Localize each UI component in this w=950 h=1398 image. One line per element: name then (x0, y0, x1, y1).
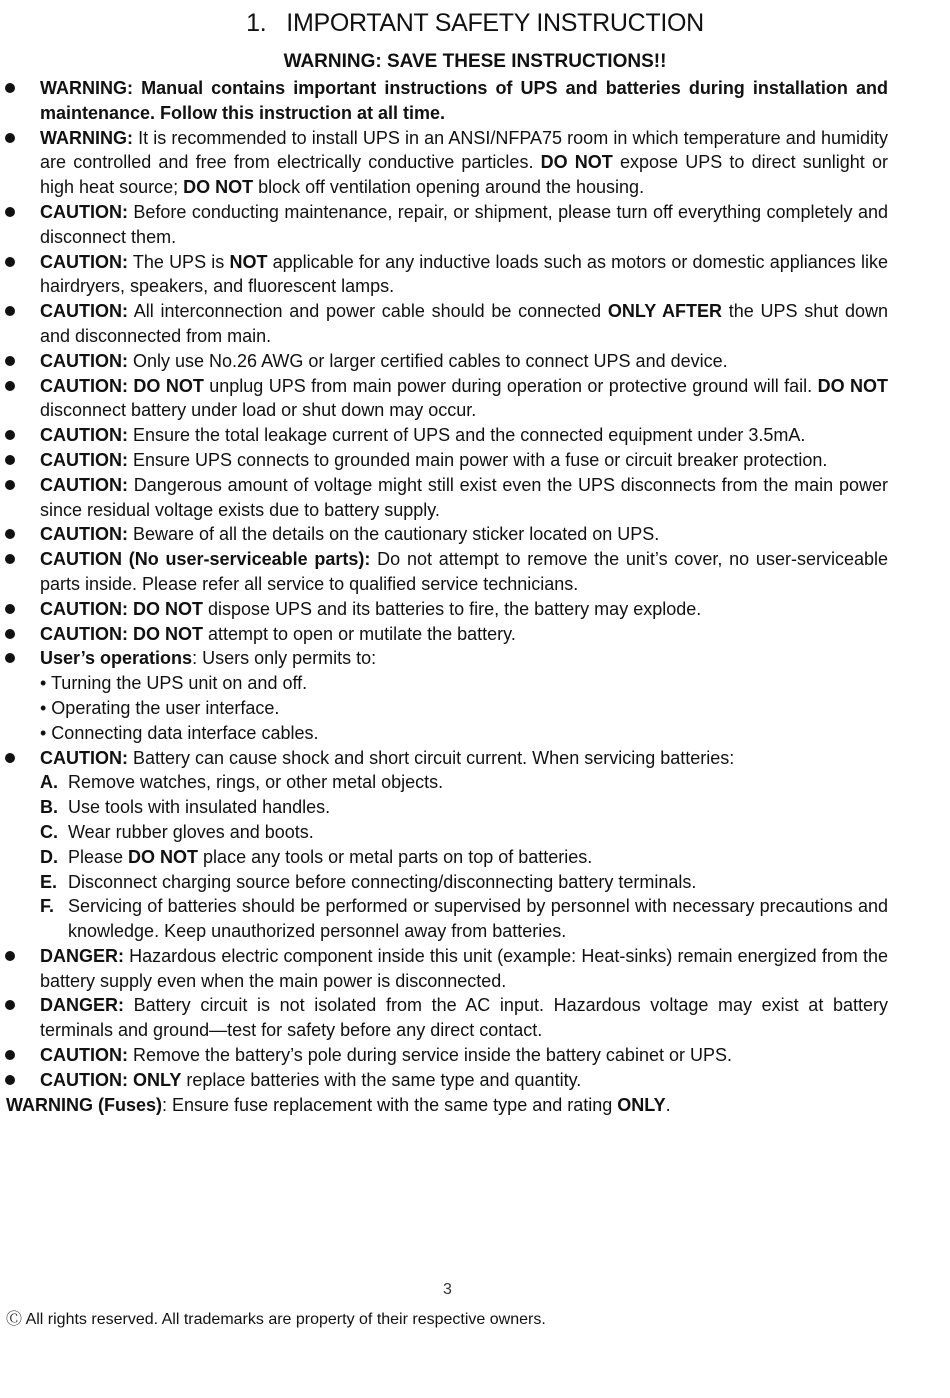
safety-item (0, 250, 950, 300)
emphasis-text: CAUTION: (40, 449, 128, 470)
body-text: Battery can cause shock and short circuit current. When servicing batteries: (128, 747, 735, 768)
bullet-icon (5, 381, 15, 391)
safety-item (0, 76, 950, 126)
safety-item-text (40, 646, 888, 671)
item-letter: E. (40, 871, 58, 892)
body-text: Hazardous electric component inside this unit (example: Heat-sinks) remain energized from the battery supply even when the main power is disconnected. (40, 945, 888, 991)
emphasis-text: CAUTION (No user-serviceable parts): (40, 549, 371, 570)
battery-precaution-item (0, 770, 950, 795)
emphasis-text: ONLY AFTER (607, 301, 722, 322)
battery-precaution-item (0, 845, 950, 870)
bullet-icon (5, 356, 15, 366)
body-text: : Ensure fuse replacement with the same type and rating (162, 1094, 618, 1115)
safety-item-text (40, 250, 888, 300)
body-text: disconnect battery under load or shut down may occur. (40, 400, 477, 421)
safety-item (0, 993, 950, 1043)
body-text: block off ventilation opening around the housing. (253, 177, 645, 198)
body-text: It is recommended to install UPS in an ANSI/NFPA75 room in which temperature and humidity are controlled and free from electrically conductive particles. (40, 127, 888, 173)
body-text: replace batteries with the same type and quantity. (181, 1069, 582, 1090)
bullet-icon (5, 1075, 15, 1085)
bullet-icon (5, 133, 15, 143)
battery-precaution-item (0, 894, 950, 944)
body-text: Dangerous amount of voltage might still exist even the UPS disconnects from the main power since residual voltage exists due to battery supply. (40, 474, 888, 520)
emphasis-text: ONLY (617, 1094, 666, 1115)
item-letter: B. (40, 797, 58, 818)
bullet-icon (5, 753, 15, 763)
emphasis-text: DANGER: (40, 995, 124, 1016)
safety-item (0, 1068, 950, 1093)
safety-item-text (40, 1068, 888, 1093)
body-text: Ensure UPS connects to grounded main power with a fuse or circuit breaker protection. (128, 449, 828, 470)
bullet-icon (5, 306, 15, 316)
safety-item-text (40, 423, 888, 448)
section-title: 1. IMPORTANT SAFETY INSTRUCTION (246, 9, 704, 37)
warning-subtitle: WARNING: SAVE THESE INSTRUCTIONS!! (283, 51, 667, 72)
safety-item-text (40, 200, 888, 250)
bullet-icon (5, 1050, 15, 1060)
emphasis-text: DANGER: (40, 945, 124, 966)
body-text: applicable for any inductive loads such as motors or domestic appliances like hairdryers, speakers, and fluorescent lamps. (40, 251, 888, 297)
emphasis-text: CAUTION: (40, 524, 128, 545)
safety-item-text (40, 1043, 888, 1068)
safety-item (0, 423, 950, 448)
battery-precaution-item (0, 795, 950, 820)
safety-item-text (40, 76, 888, 126)
safety-item (0, 473, 950, 523)
bullet-icon (5, 629, 15, 639)
bullet-icon (5, 1000, 15, 1010)
safety-item-text (40, 597, 888, 622)
body-text: dispose UPS and its batteries to fire, the battery may explode. (202, 598, 702, 619)
body-text: Battery circuit is not isolated from the AC input. Hazardous voltage may exist at battery terminals and ground—test for safety before any direct contact. (40, 995, 888, 1041)
body-text: Please (68, 846, 129, 867)
safety-item (0, 746, 950, 771)
safety-item (0, 448, 950, 473)
safety-item (0, 349, 950, 374)
safety-item-text (40, 622, 888, 647)
item-letter: F. (40, 896, 55, 917)
safety-item (0, 646, 950, 671)
user-operation-item: • Operating the user interface. (40, 697, 280, 718)
bullet-icon (5, 653, 15, 663)
safety-item-text (40, 993, 888, 1043)
safety-item-text (40, 126, 888, 200)
emphasis-text: DO NOT (540, 152, 613, 173)
emphasis-text: NOT (229, 251, 268, 272)
emphasis-text: CAUTION: (40, 474, 128, 495)
safety-item-text (40, 522, 888, 547)
bullet-icon (5, 257, 15, 267)
body-text: Do not attempt to remove the unit’s cover, no user-serviceable parts inside. Please refer all service to qualified service technicians. (40, 549, 888, 594)
emphasis-text: CAUTION: ONLY (40, 1069, 182, 1090)
body-text: unplug UPS from main power during operation or protective ground will fail. (203, 375, 818, 396)
emphasis-text: CAUTION: (40, 747, 128, 768)
body-text: Servicing of batteries should be performed or supervised by personnel with necessary precautions and knowledge. Keep unauthorized personnel away from batteries. (68, 896, 888, 942)
safety-item (0, 299, 950, 349)
body-text: Disconnect charging source before connecting/disconnecting battery terminals. (68, 871, 697, 892)
safety-item (0, 622, 950, 647)
safety-item (0, 374, 950, 424)
body-text: All interconnection and power cable should be connected (128, 301, 608, 322)
safety-item (0, 126, 950, 200)
body-text: expose UPS to direct sunlight or high heat source; (40, 152, 888, 198)
battery-precaution-item (0, 820, 950, 845)
emphasis-text: DO NOT (183, 177, 254, 198)
bullet-icon (5, 604, 15, 614)
fuse-warning (0, 1093, 950, 1118)
safety-item-text (40, 299, 888, 349)
bullet-icon (5, 83, 15, 93)
emphasis-text: DO NOT (817, 375, 889, 396)
emphasis-text: WARNING: Manual contains important instructions of UPS and batteries during installation and maintenance. Follow this instruction at all time. (40, 78, 888, 123)
safety-item (0, 1043, 950, 1068)
item-letter: D. (40, 846, 58, 867)
battery-precaution-item (0, 870, 950, 895)
safety-item-text (40, 349, 888, 374)
bullet-icon (5, 554, 15, 564)
bullet-icon (5, 455, 15, 465)
safety-item (0, 547, 950, 597)
user-operation-item: • Connecting data interface cables. (40, 722, 319, 743)
body-text: Use tools with insulated handles. (68, 797, 331, 818)
emphasis-text: CAUTION: (40, 350, 128, 371)
bullet-icon (5, 480, 15, 490)
emphasis-text: DO NOT (128, 846, 199, 867)
body-text: Ensure the total leakage current of UPS and the connected equipment under 3.5mA. (128, 425, 806, 446)
item-letter: C. (40, 821, 58, 842)
safety-item (0, 944, 950, 994)
emphasis-text: CAUTION: (40, 251, 128, 272)
bullet-icon (5, 529, 15, 539)
body-text: Remove the battery’s pole during service inside the battery cabinet or UPS. (128, 1045, 732, 1066)
copyright-footer: Ⓒ All rights reserved. All trademarks are property of their respective owners. (6, 1311, 546, 1328)
safety-item-text (40, 374, 888, 424)
bullet-icon (5, 430, 15, 440)
safety-item-text (40, 547, 888, 597)
user-operation-item: • Turning the UPS unit on and off. (40, 673, 308, 694)
safety-item (0, 200, 950, 250)
body-text: Wear rubber gloves and boots. (68, 821, 314, 842)
body-text: Before conducting maintenance, repair, or shipment, please turn off everything completely and disconnect them. (40, 201, 888, 247)
bullet-icon (5, 207, 15, 217)
body-text: Remove watches, rings, or other metal objects. (68, 772, 444, 793)
safety-item (0, 597, 950, 622)
emphasis-text: CAUTION: (40, 201, 128, 222)
safety-item (0, 522, 950, 547)
emphasis-text: CAUTION: DO NOT (40, 375, 204, 396)
emphasis-text: User’s operations (40, 648, 193, 669)
bullet-icon (5, 951, 15, 961)
safety-item-text (40, 944, 888, 994)
safety-item-text (40, 448, 888, 473)
safety-item-text (40, 473, 888, 523)
safety-instruction-list (0, 76, 950, 1117)
body-text: attempt to open or mutilate the battery. (202, 623, 516, 644)
body-text: the UPS shut down and disconnected from main. (40, 301, 888, 346)
body-text: place any tools or metal parts on top of batteries. (198, 846, 593, 867)
body-text: . (665, 1094, 671, 1115)
emphasis-text: CAUTION: DO NOT (40, 598, 203, 619)
emphasis-text: CAUTION: (40, 1045, 128, 1066)
page-number: 3 (443, 1281, 452, 1298)
emphasis-text: CAUTION: (40, 301, 128, 322)
body-text: : Users only permits to: (192, 648, 377, 669)
emphasis-text: WARNING (Fuses) (6, 1094, 163, 1115)
body-text: The UPS is (128, 251, 230, 272)
safety-item-text (40, 746, 888, 771)
body-text: Only use No.26 AWG or larger certified cables to connect UPS and device. (128, 350, 728, 371)
item-letter: A. (40, 772, 58, 793)
emphasis-text: CAUTION: (40, 425, 128, 446)
emphasis-text: WARNING: (40, 127, 133, 148)
body-text: Beware of all the details on the cautionary sticker located on UPS. (128, 524, 660, 545)
emphasis-text: CAUTION: DO NOT (40, 623, 203, 644)
